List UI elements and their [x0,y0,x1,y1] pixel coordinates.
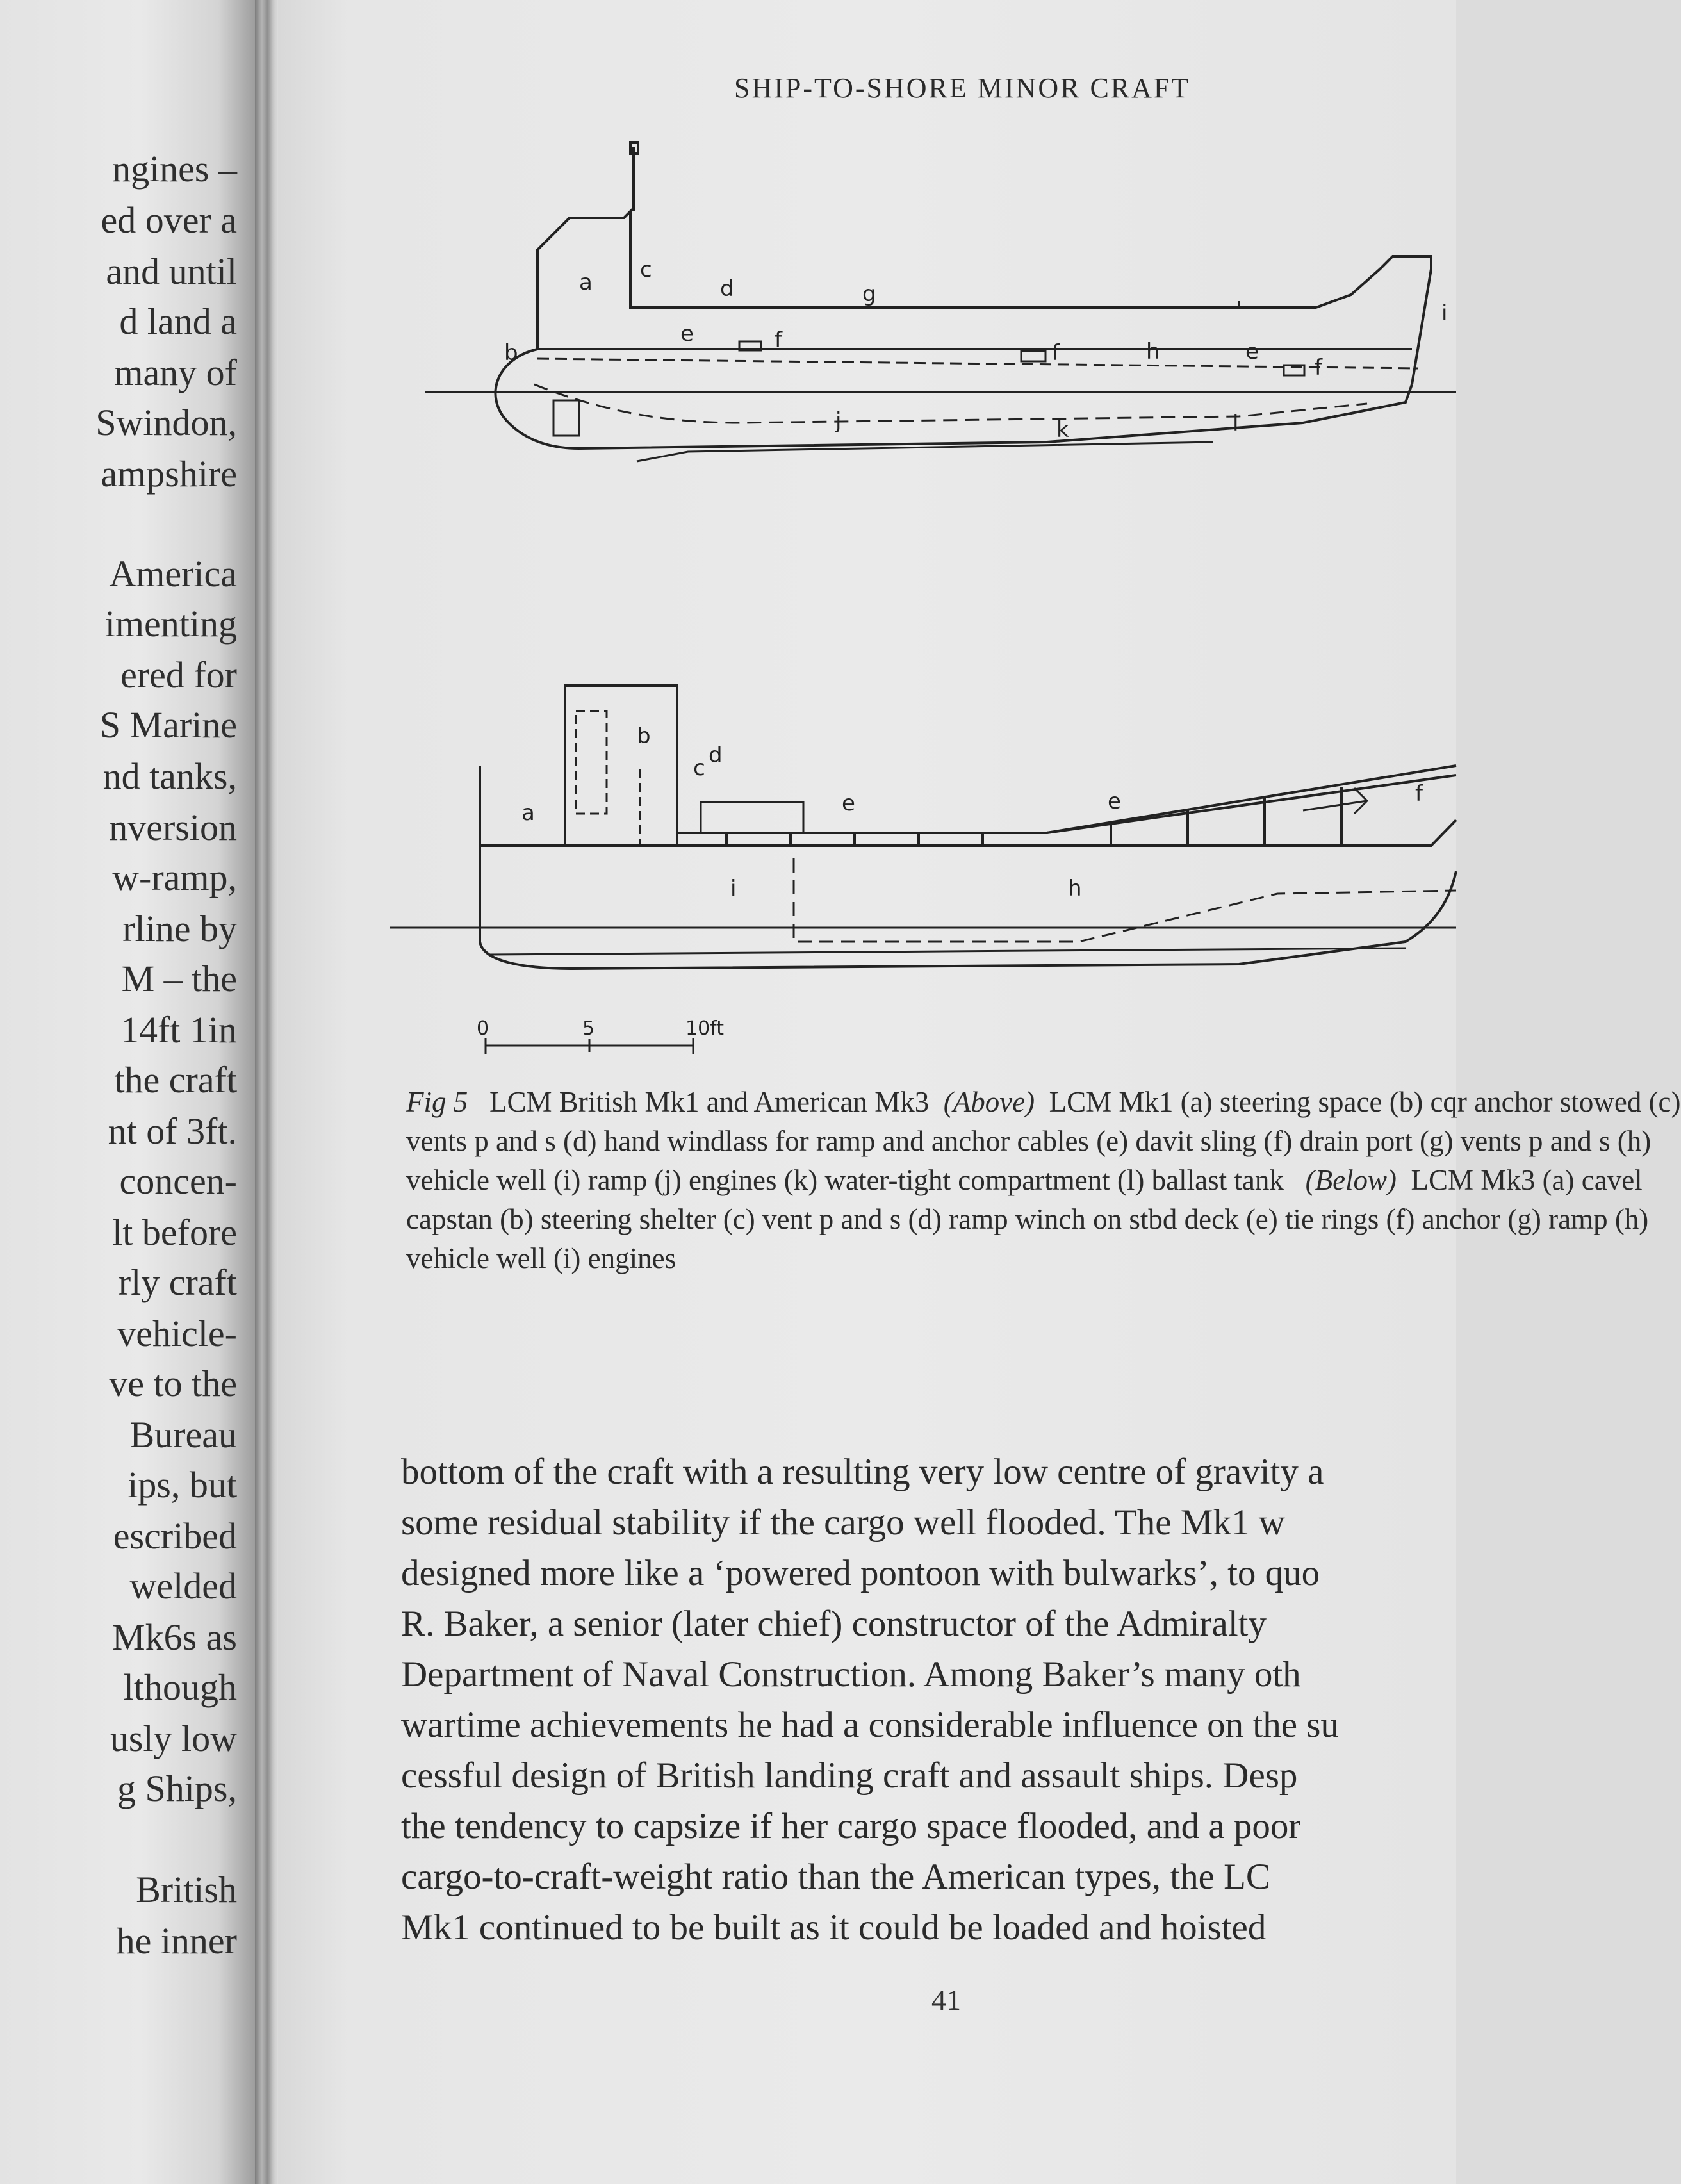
left-page-line: lt before [112,1211,237,1253]
fig-label-k: k [1056,417,1069,443]
lcm-figure [278,0,1456,1076]
left-page-line: Swindon, [95,402,237,443]
fig-label-d: d [720,276,734,302]
left-page-line: nversion [109,807,237,848]
fig-label-e2: e [1245,339,1259,365]
fig-label-g: g [862,281,876,307]
left-page-line: Mk6s as [112,1616,237,1658]
left-page-line: rline by [122,908,237,949]
fig-mk3-label-c: c [693,755,705,781]
left-page-line: ve to the [109,1363,237,1404]
left-page-line: ampshire [101,453,237,495]
body-line: designed more like a ‘powered pontoon with bulwarks’, to quo [401,1553,1320,1593]
lcm-mk3-profile [390,686,1456,1054]
fig-label-f3: f [1315,355,1322,381]
fig-label-f: f [775,327,782,353]
caption-text-1: LCM British Mk1 and American Mk3 [489,1086,930,1118]
left-page-line: S Marine [99,704,237,746]
fig-label-f2: f [1052,340,1060,366]
left-page-line: British [136,1869,237,1910]
body-line: cessful design of British landing craft and assault ships. Desp [401,1755,1298,1796]
body-line: Mk1 continued to be built as it could be loaded and hoisted [401,1907,1267,1948]
fig-mk3-label-i: i [730,876,737,901]
left-page-line: ered for [120,654,237,696]
body-line: the tendency to capsize if her cargo space flooded, and a poor [401,1806,1301,1846]
left-page-line: lthough [123,1666,237,1708]
left-page-line: d land a [119,300,237,342]
left-page-line: he inner [116,1920,237,1962]
left-page-line: America [109,553,237,595]
fig-label-i: i [1441,300,1448,326]
left-page-line: welded [129,1565,237,1607]
left-page-line: ips, but [127,1464,237,1506]
fig-mk3-label-a: a [521,800,535,826]
fig-label-b: b [504,340,518,366]
left-page-line: imenting [104,603,237,645]
left-page-line: concen- [119,1160,237,1202]
left-page-line: escribed [113,1515,237,1557]
left-page-line: g Ships, [117,1768,237,1809]
left-page-line: ed over a [101,199,237,241]
fig-mk3-label-b: b [637,723,651,749]
fig-mk3-label-f: f [1415,781,1423,807]
fig-label-l: l [1233,411,1239,436]
caption-text-2: LCM Mk1 (a) steering space (b) cqr anchor stowed (c) vents p and s (d) hand windlass for ramp and anchor cables (e) davit sling (f) drain port (g) vents p and s (h) vehicle well (i) ramp (j) engines (k) water-tight compartment (l) ballast tank [406,1086,1681,1196]
left-page-line: many of [114,352,237,393]
left-page-line: the craft [114,1059,237,1101]
figure-caption [406,1083,1681,1278]
caption-above: (Above) [943,1086,1035,1118]
running-head: SHIP-TO-SHORE MINOR CRAFT [734,72,1191,104]
fig-label-a: a [579,270,593,295]
left-page [0,0,256,2184]
right-page [278,0,1681,2184]
scale-end: 10ft [685,1017,724,1040]
left-page-line: Bureau [129,1414,237,1456]
left-page-line: w-ramp, [112,857,237,898]
page-number: 41 [931,1983,961,2016]
fig-mk3-label-e: e [842,791,855,816]
fig-mk3-label-d: d [709,743,723,768]
fig-label-h: h [1146,339,1160,365]
body-line: some residual stability if the cargo well flooded. The Mk1 w [401,1502,1285,1543]
body-line: Department of Naval Construction. Among Baker’s many oth [401,1654,1301,1695]
body-line: R. Baker, a senior (later chief) constructor of the Admiralty [401,1604,1267,1644]
left-page-line: M – the [121,958,237,999]
fig-label-j: j [835,408,842,434]
left-page-line: usly low [110,1718,237,1759]
fig-mk3-label-h: h [1068,876,1082,901]
caption-text-3: LCM Mk3 (a) cavel capstan (b) steering shelter (c) vent p and s (d) ramp winch on stbd deck (e) tie rings (f) anchor (g) ramp (h) vehicle well (i) engines [406,1164,1649,1274]
left-page-line: nt of 3ft. [108,1110,237,1152]
body-line: cargo-to-craft-weight ratio than the American types, the LC [401,1857,1270,1897]
scale-mid: 5 [582,1017,595,1040]
left-page-line: nd tanks, [102,755,237,797]
scale-start: 0 [477,1017,489,1040]
lcm-mk1-profile [425,142,1456,461]
fig-label-c: c [640,257,652,283]
caption-fig-number: Fig 5 [406,1086,468,1118]
left-page-line: ngines – [112,148,237,190]
left-page-line: rly craft [118,1261,237,1303]
left-page-line: 14ft 1in [120,1009,237,1051]
caption-below: (Below) [1305,1164,1397,1196]
fig-mk3-label-e2: e [1108,789,1121,814]
left-page-line: vehicle- [117,1313,237,1354]
fig-label-e: e [680,321,694,347]
book-gutter [255,0,278,2184]
body-line: bottom of the craft with a resulting very low centre of gravity a [401,1452,1324,1492]
left-page-line: and until [106,250,237,292]
body-line: wartime achievements he had a considerable influence on the su [401,1705,1339,1745]
